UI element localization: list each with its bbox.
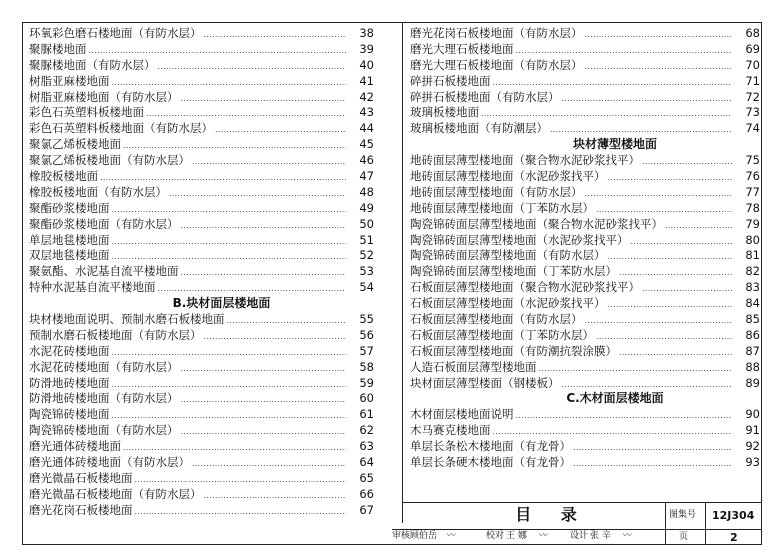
dot-leader xyxy=(204,328,347,344)
toc-entry[interactable] xyxy=(410,233,760,249)
dot-leader xyxy=(516,407,733,423)
toc-entry-page: 58 xyxy=(359,359,374,374)
toc-entry[interactable] xyxy=(410,423,760,439)
toc-entry[interactable] xyxy=(410,121,760,137)
toc-entry-title: 块材面层薄型楼面（钢楼板） xyxy=(410,375,560,390)
page-label: 页 xyxy=(679,532,689,542)
toc-entry-title: 磨光通体砖楼地面（有防水层） xyxy=(29,455,190,470)
designer-name: 张 辛 xyxy=(590,531,611,541)
toc-entry-title: 彩色石英塑料板楼地面（有防水层） xyxy=(29,121,213,136)
dot-leader xyxy=(158,280,347,296)
toc-right-column xyxy=(410,26,760,471)
toc-entry-page: 77 xyxy=(745,184,760,199)
dot-leader xyxy=(89,42,347,58)
toc-entry[interactable] xyxy=(29,153,374,169)
toc-entry-title: 陶瓷锦砖楼地面 xyxy=(29,407,110,422)
toc-entry[interactable] xyxy=(29,471,374,487)
toc-entry[interactable] xyxy=(29,74,374,90)
dot-leader xyxy=(642,153,732,169)
dot-leader xyxy=(585,58,733,74)
toc-entry-title: 磨光大理石板楼地面（有防水层） xyxy=(410,57,583,72)
toc-entry-title: 聚氯乙烯板楼地面 xyxy=(29,137,121,152)
toc-entry-title: 碎拼石板楼地面 xyxy=(410,73,491,88)
toc-entry[interactable] xyxy=(410,201,760,217)
toc-entry-title: 石板面层薄型楼地面（有防水层） xyxy=(410,312,583,327)
toc-entry-title: 橡胶板楼地面（有防水层） xyxy=(29,184,167,199)
toc-entry[interactable] xyxy=(410,280,760,296)
toc-entry-title: 陶瓷锦砖面层薄型楼地面（聚合物水泥砂浆找平） xyxy=(410,216,663,231)
dot-leader xyxy=(169,185,346,201)
dot-leader xyxy=(112,344,347,360)
dot-leader xyxy=(608,296,733,312)
section-heading: B.块材面层楼地面 xyxy=(172,296,271,311)
atlas-number-label: 图集号 xyxy=(669,510,697,520)
section-heading: C.木材面层楼地面 xyxy=(566,391,664,406)
toc-entry[interactable] xyxy=(29,407,374,423)
dot-leader xyxy=(608,169,733,185)
toc-title: 目 录 xyxy=(515,505,589,524)
toc-entry-page: 38 xyxy=(359,26,374,40)
toc-entry[interactable] xyxy=(29,280,374,296)
toc-entry-title: 磨光微晶石板楼地面（有防水层） xyxy=(29,486,202,501)
toc-entry[interactable] xyxy=(410,344,760,360)
toc-entry-page: 84 xyxy=(745,296,760,311)
dot-leader xyxy=(493,74,733,90)
toc-entry-page: 85 xyxy=(745,312,760,327)
toc-entry[interactable] xyxy=(29,360,374,376)
toc-entry[interactable] xyxy=(410,90,760,106)
toc-entry-title: 聚氨酯、水泥基自流平楼地面 xyxy=(29,264,179,279)
check-label: 校对 xyxy=(486,531,505,541)
dot-leader xyxy=(608,248,733,264)
toc-entry[interactable] xyxy=(410,105,760,121)
toc-entry-page: 67 xyxy=(359,502,374,517)
toc-entry[interactable] xyxy=(29,503,374,519)
toc-entry[interactable] xyxy=(29,233,374,249)
dot-leader xyxy=(135,503,347,519)
page-number: 2 xyxy=(730,531,738,544)
toc-entry[interactable] xyxy=(29,90,374,106)
toc-entry-title: 地砖面层薄型楼地面（丁苯防水层） xyxy=(410,200,594,215)
toc-entry-page: 75 xyxy=(745,153,760,168)
atlas-number: 12J304 xyxy=(712,509,755,522)
toc-entry-page: 60 xyxy=(359,391,374,406)
toc-entry[interactable] xyxy=(410,26,760,42)
dot-leader xyxy=(665,217,732,233)
toc-entry-page: 78 xyxy=(745,200,760,215)
toc-entry-title: 碎拼石板楼地面（有防水层） xyxy=(410,89,560,104)
toc-entry[interactable] xyxy=(29,185,374,201)
toc-entry-title: 石板面层薄型楼地面（聚合物水泥砂浆找平） xyxy=(410,280,640,295)
toc-entry-page: 80 xyxy=(745,232,760,247)
toc-entry[interactable] xyxy=(410,328,760,344)
toc-entry[interactable] xyxy=(410,264,760,280)
toc-entry-title: 人造石板面层薄型楼地面 xyxy=(410,359,537,374)
toc-entry-page: 40 xyxy=(359,57,374,72)
toc-entry-title: 磨光花岗石板楼地面（有防水层） xyxy=(410,26,583,40)
section-heading: 块材薄型楼地面 xyxy=(572,137,657,152)
dot-leader xyxy=(215,121,346,137)
toc-entry[interactable] xyxy=(410,439,760,455)
toc-entry-title: 防滑地砖楼地面（有防水层） xyxy=(29,391,179,406)
toc-entry-page: 82 xyxy=(745,264,760,279)
dot-leader xyxy=(158,58,347,74)
toc-entry-page: 62 xyxy=(359,423,374,438)
toc-entry[interactable] xyxy=(29,487,374,503)
toc-entry-page: 55 xyxy=(359,312,374,327)
toc-entry[interactable] xyxy=(410,407,760,423)
toc-entry-page: 72 xyxy=(745,89,760,104)
toc-entry-page: 52 xyxy=(359,248,374,263)
toc-entry[interactable] xyxy=(410,376,760,392)
toc-entry-page: 46 xyxy=(359,153,374,168)
dot-leader xyxy=(123,439,346,455)
toc-entry[interactable] xyxy=(29,376,374,392)
toc-entry[interactable] xyxy=(29,423,374,439)
dot-leader xyxy=(192,153,346,169)
toc-entry-page: 48 xyxy=(359,184,374,199)
signature-row xyxy=(392,529,761,544)
toc-entry-page: 83 xyxy=(745,280,760,295)
toc-entry-title: 环氧彩色磨石楼地面（有防水层） xyxy=(29,26,202,40)
toc-entry-title: 水泥花砖楼地面（有防水层） xyxy=(29,359,179,374)
toc-entry[interactable] xyxy=(29,455,374,471)
toc-entry-page: 54 xyxy=(359,280,374,295)
toc-entry-title: 地砖面层薄型楼地面（有防水层） xyxy=(410,184,583,199)
dot-leader xyxy=(112,233,347,249)
dot-leader xyxy=(112,407,347,423)
toc-entry-title: 彩色石英塑料板楼地面 xyxy=(29,105,144,120)
dot-leader xyxy=(112,248,347,264)
toc-entry-title: 单层长条松木楼地面（有龙骨） xyxy=(410,439,571,454)
dot-leader xyxy=(146,105,346,121)
toc-entry-page: 61 xyxy=(359,407,374,422)
toc-entry-page: 47 xyxy=(359,169,374,184)
toc-entry-page: 86 xyxy=(745,327,760,342)
toc-entry[interactable] xyxy=(29,344,374,360)
toc-entry-title: 地砖面层薄型楼地面（聚合物水泥砂浆找平） xyxy=(410,153,640,168)
toc-entry-page: 69 xyxy=(745,41,760,56)
toc-entry-title: 石板面层薄型楼地面（丁苯防水层） xyxy=(410,327,594,342)
toc-entry-page: 43 xyxy=(359,105,374,120)
toc-entry-page: 81 xyxy=(745,248,760,263)
toc-entry-page: 90 xyxy=(745,407,760,422)
toc-entry[interactable] xyxy=(29,137,374,153)
dot-leader xyxy=(619,264,732,280)
dot-leader xyxy=(181,264,347,280)
toc-entry[interactable] xyxy=(410,169,760,185)
toc-left-column xyxy=(29,26,374,519)
toc-entry-page: 63 xyxy=(359,439,374,454)
toc-entry[interactable] xyxy=(410,58,760,74)
dot-leader xyxy=(516,42,733,58)
dot-leader xyxy=(493,423,733,439)
toc-entry[interactable] xyxy=(410,248,760,264)
toc-entry[interactable] xyxy=(29,26,374,42)
dot-leader xyxy=(227,312,347,328)
dot-leader xyxy=(204,487,347,503)
toc-entry-page: 39 xyxy=(359,41,374,56)
toc-entry-title: 聚酯砂浆楼地面（有防水层） xyxy=(29,216,179,231)
dot-leader xyxy=(631,233,733,249)
dot-leader xyxy=(573,439,732,455)
dot-leader xyxy=(562,376,733,392)
toc-entry-page: 56 xyxy=(359,327,374,342)
toc-entry[interactable] xyxy=(410,312,760,328)
toc-entry-page: 42 xyxy=(359,89,374,104)
toc-entry-title: 树脂亚麻楼地面 xyxy=(29,73,110,88)
toc-entry-title: 水泥花砖楼地面 xyxy=(29,343,110,358)
toc-entry-page: 74 xyxy=(745,121,760,136)
toc-entry-title: 陶瓷锦砖面层薄型楼地面（水泥砂浆找平） xyxy=(410,232,629,247)
toc-entry-title: 陶瓷锦砖面层薄型楼地面（有防水层） xyxy=(410,248,606,263)
toc-entry-title: 木马赛克楼地面 xyxy=(410,423,491,438)
dot-leader xyxy=(181,391,347,407)
toc-entry[interactable] xyxy=(410,74,760,90)
toc-entry-page: 64 xyxy=(359,455,374,470)
toc-entry-page: 57 xyxy=(359,343,374,358)
reviewer-signature: 〰︎ xyxy=(446,531,456,541)
toc-entry-page: 88 xyxy=(745,359,760,374)
toc-entry-title: 双层地毯楼地面 xyxy=(29,248,110,263)
toc-entry-title: 磨光花岗石板楼地面 xyxy=(29,502,133,517)
dot-leader xyxy=(585,26,733,42)
checker-name: 王 娜 xyxy=(506,531,527,541)
dot-leader xyxy=(112,376,347,392)
dot-leader xyxy=(539,360,733,376)
toc-entry-title: 陶瓷锦砖面层薄型楼地面（丁苯防水层） xyxy=(410,264,617,279)
toc-entry[interactable] xyxy=(29,169,374,185)
toc-entry-page: 93 xyxy=(745,455,760,470)
dot-leader xyxy=(112,74,347,90)
toc-entry[interactable] xyxy=(29,105,374,121)
toc-entry-title: 石板面层薄型楼地面（有防潮抗裂涂膜） xyxy=(410,343,617,358)
checker-signature: 〰︎ xyxy=(538,531,548,541)
dot-leader xyxy=(181,90,347,106)
toc-entry-title: 聚酯砂浆楼地面 xyxy=(29,200,110,215)
dot-leader xyxy=(481,105,732,121)
toc-entry-page: 92 xyxy=(745,439,760,454)
toc-entry-page: 59 xyxy=(359,375,374,390)
toc-entry-title: 聚脲楼地面（有防水层） xyxy=(29,57,156,72)
toc-entry-title: 单层地毯楼地面 xyxy=(29,232,110,247)
toc-entry-title: 玻璃板楼地面（有防潮层） xyxy=(410,121,548,136)
toc-entry[interactable] xyxy=(29,391,374,407)
toc-entry-page: 66 xyxy=(359,486,374,501)
toc-entry-page: 44 xyxy=(359,121,374,136)
toc-entry[interactable] xyxy=(410,185,760,201)
dot-leader xyxy=(619,344,732,360)
reviewer-name: 顾伯岳 xyxy=(410,531,438,541)
dot-leader xyxy=(596,201,732,217)
dot-leader xyxy=(642,280,732,296)
review-label: 审核 xyxy=(392,531,411,541)
toc-entry-page: 71 xyxy=(745,73,760,88)
dot-leader xyxy=(192,455,346,471)
toc-entry-page: 50 xyxy=(359,216,374,231)
dot-leader xyxy=(596,328,732,344)
toc-entry-page: 91 xyxy=(745,423,760,438)
design-label: 设计 xyxy=(570,531,589,541)
toc-entry-page: 79 xyxy=(745,216,760,231)
toc-entry-page: 76 xyxy=(745,169,760,184)
toc-entry-title: 木材面层楼地面说明 xyxy=(410,407,514,422)
toc-entry-title: 防滑地砖楼地面 xyxy=(29,375,110,390)
toc-entry[interactable] xyxy=(29,201,374,217)
toc-entry-page: 49 xyxy=(359,200,374,215)
toc-entry[interactable] xyxy=(29,312,374,328)
toc-entry-page: 70 xyxy=(745,57,760,72)
dot-leader xyxy=(562,90,733,106)
dot-leader xyxy=(550,121,732,137)
toc-entry[interactable] xyxy=(29,42,374,58)
toc-entry[interactable] xyxy=(29,439,374,455)
dot-leader xyxy=(585,185,733,201)
toc-entry-title: 玻璃板楼地面 xyxy=(410,105,479,120)
toc-entry-page: 87 xyxy=(745,343,760,358)
column-divider xyxy=(402,23,403,523)
toc-entry[interactable] xyxy=(29,121,374,137)
toc-entry-title: 树脂亚麻楼地面（有防水层） xyxy=(29,89,179,104)
toc-entry[interactable] xyxy=(410,153,760,169)
dot-leader xyxy=(181,217,347,233)
toc-entry-page: 65 xyxy=(359,470,374,485)
toc-entry[interactable] xyxy=(410,455,760,471)
dot-leader xyxy=(573,455,732,471)
toc-entry-title: 石板面层薄型楼地面（水泥砂浆找平） xyxy=(410,296,606,311)
toc-entry-title: 地砖面层薄型楼地面（水泥砂浆找平） xyxy=(410,169,606,184)
toc-entry-title: 磨光微晶石板楼地面 xyxy=(29,470,133,485)
toc-entry[interactable] xyxy=(410,360,760,376)
toc-entry-page: 51 xyxy=(359,232,374,247)
dot-leader xyxy=(135,471,347,487)
designer-signature: 〰︎ xyxy=(622,531,632,541)
toc-entry[interactable] xyxy=(29,58,374,74)
toc-entry[interactable] xyxy=(410,217,760,233)
toc-entry-title: 聚氯乙烯板楼地面（有防水层） xyxy=(29,153,190,168)
dot-leader xyxy=(204,26,347,42)
toc-entry[interactable] xyxy=(410,42,760,58)
dot-leader xyxy=(181,360,347,376)
dot-leader xyxy=(585,312,733,328)
dot-leader xyxy=(181,423,347,439)
toc-entry[interactable] xyxy=(29,217,374,233)
dot-leader xyxy=(123,137,346,153)
dot-leader xyxy=(100,169,346,185)
toc-entry-title: 块材楼地面说明、预制水磨石板楼地面 xyxy=(29,312,225,327)
toc-entry-page: 68 xyxy=(745,26,760,40)
toc-entry-title: 特种水泥基自流平楼地面 xyxy=(29,280,156,295)
toc-entry-title: 陶瓷锦砖楼地面（有防水层） xyxy=(29,423,179,438)
toc-entry-title: 预制水磨石板楼地面（有防水层） xyxy=(29,327,202,342)
toc-entry[interactable] xyxy=(29,328,374,344)
toc-entry[interactable] xyxy=(29,264,374,280)
toc-entry[interactable] xyxy=(29,248,374,264)
toc-entry-page: 89 xyxy=(745,375,760,390)
toc-entry-title: 单层长条硬木楼地面（有龙骨） xyxy=(410,455,571,470)
toc-entry-page: 53 xyxy=(359,264,374,279)
toc-entry-title: 橡胶板楼地面 xyxy=(29,169,98,184)
toc-entry[interactable] xyxy=(410,296,760,312)
dot-leader xyxy=(112,201,347,217)
toc-entry-page: 73 xyxy=(745,105,760,120)
toc-entry-title: 磨光大理石板楼地面 xyxy=(410,41,514,56)
toc-entry-title: 磨光通体砖楼地面 xyxy=(29,439,121,454)
toc-entry-title: 聚脲楼地面 xyxy=(29,41,87,56)
toc-entry-page: 45 xyxy=(359,137,374,152)
toc-entry-page: 41 xyxy=(359,73,374,88)
